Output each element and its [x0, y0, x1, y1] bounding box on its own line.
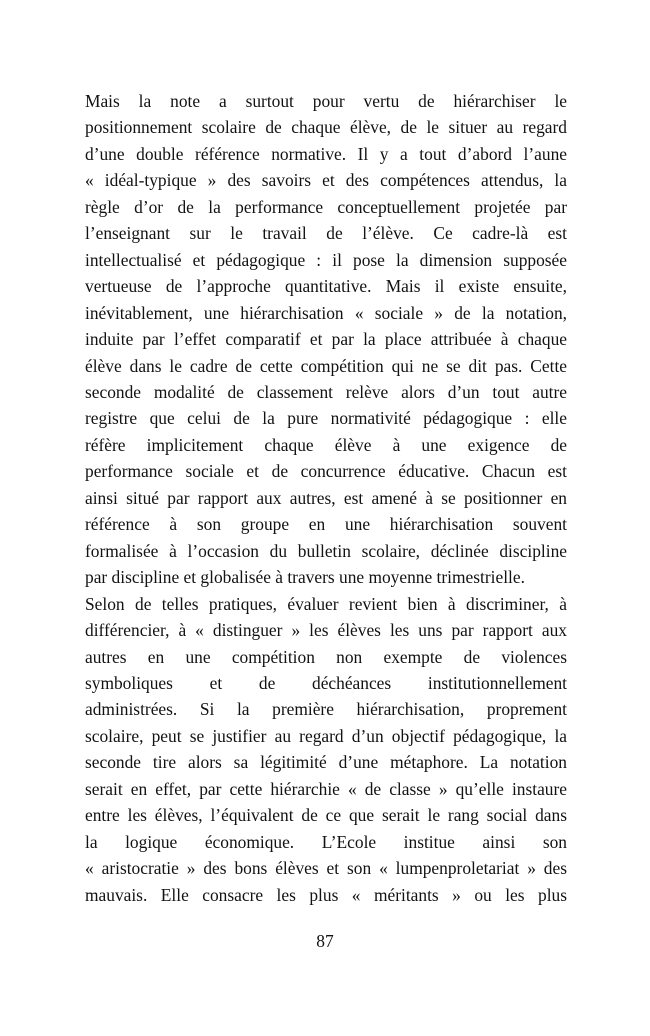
text-line: administrées. Si la première hiérarchisation, proprement — [85, 699, 567, 720]
text-line: ainsi situé par rapport aux autres, est amené à se positionner en — [85, 487, 567, 508]
page-number: 87 — [316, 931, 334, 951]
text-line: formalisée à l’occasion du bulletin scolaire, déclinée discipline — [85, 540, 567, 561]
text-line: « aristocratie » des bons élèves et son « lumpenproletariat » des — [85, 858, 567, 879]
text-line: réfère implicitement chaque élève à une exigence de — [85, 434, 567, 455]
text-line: l’enseignant sur le travail de l’élève. Ce cadre-là est — [85, 223, 567, 244]
text-line: intellectualisé et pédagogique : il pose la dimension supposée — [85, 249, 567, 270]
text-line: performance sociale et de concurrence éducative. Chacun est — [85, 461, 567, 482]
text-line: élève dans le cadre de cette compétition qui ne se dit pas. Cette — [85, 355, 567, 376]
text-line: autres en une compétition non exempte de violences — [85, 646, 567, 667]
text-line: « idéal-typique » des savoirs et des compétences attendus, la — [85, 170, 567, 191]
text-line: entre les élèves, l’équivalent de ce que serait le rang social dans — [85, 805, 567, 826]
text-line: Selon de telles pratiques, évaluer revient bien à discriminer, à — [85, 593, 567, 614]
text-line: registre que celui de la pure normativité pédagogique : elle — [85, 408, 567, 429]
text-line: différencier, à « distinguer » les élèves les uns par rapport aux — [85, 620, 567, 641]
body-text — [85, 88, 567, 908]
text-line: scolaire, peut se justifier au regard d’un objectif pédagogique, la — [85, 725, 567, 746]
text-line: symboliques et de déchéances institutionnellement — [85, 672, 567, 693]
text-line: serait en effet, par cette hiérarchie « de classe » qu’elle instaure — [85, 778, 567, 799]
text-line: par discipline et globalisée à travers une moyenne trimestrielle. — [85, 567, 525, 588]
text-line: positionnement scolaire de chaque élève, de le situer au regard — [85, 117, 567, 138]
paragraph-1 — [85, 88, 567, 591]
text-line: inévitablement, une hiérarchisation « sociale » de la notation, — [85, 302, 567, 323]
text-line: seconde tire alors sa légitimité d’une métaphore. La notation — [85, 752, 567, 773]
text-line: induite par l’effet comparatif et par la place attribuée à chaque — [85, 329, 567, 350]
text-line: référence à son groupe en une hiérarchisation souvent — [85, 514, 567, 535]
text-line: règle d’or de la performance conceptuellement projetée par — [85, 196, 567, 217]
text-line: d’une double référence normative. Il y a tout d’abord l’aune — [85, 143, 567, 164]
text-line: la logique économique. L’Ecole institue ainsi son — [85, 831, 567, 852]
text-line: mauvais. Elle consacre les plus « méritants » ou les plus — [85, 884, 567, 905]
paragraph-2 — [85, 591, 567, 908]
text-line: vertueuse de l’approche quantitative. Mais il existe ensuite, — [85, 276, 567, 297]
text-line: seconde modalité de classement relève alors d’un tout autre — [85, 381, 567, 402]
text-line: Mais la note a surtout pour vertu de hiérarchiser le — [85, 91, 567, 111]
